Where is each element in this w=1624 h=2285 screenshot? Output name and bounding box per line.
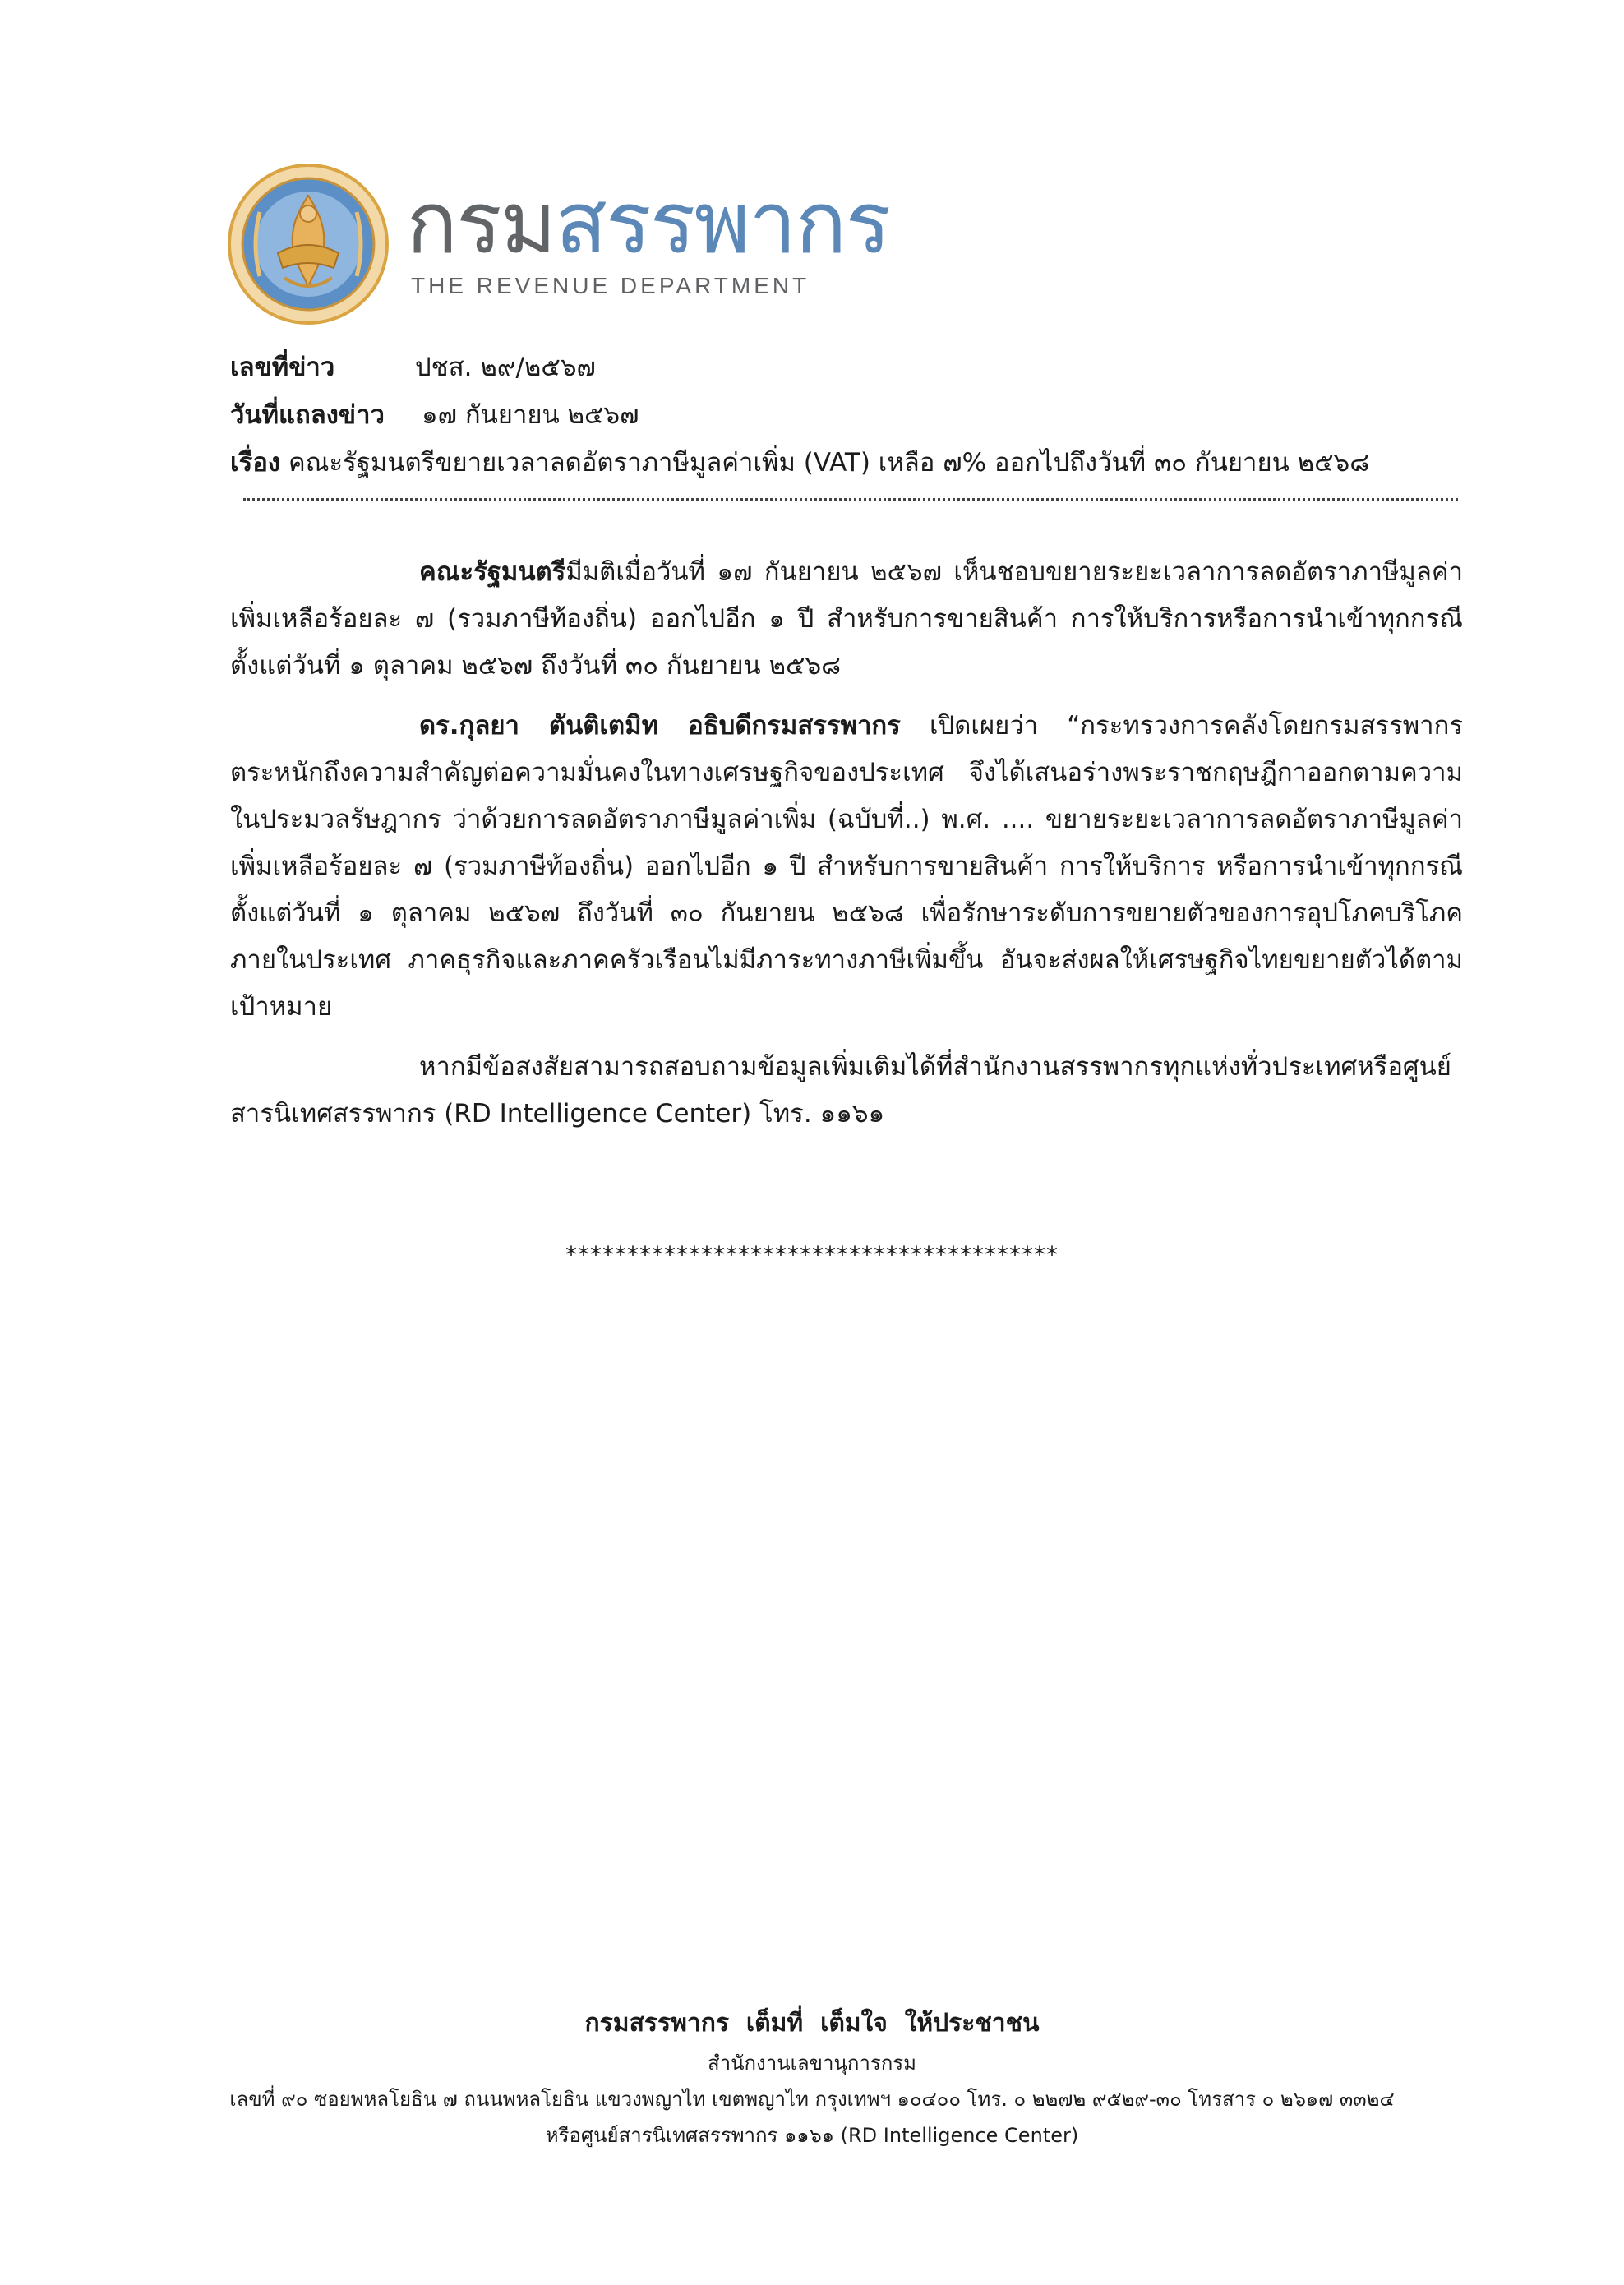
footer-rd-center: หรือศูนย์สารนิเทศสรรพากร ๑๑๖๑ (RD Intelligence Center) [545, 2124, 1079, 2147]
news-number-value: ปชส. ๒๙/๒๕๖๗ [415, 353, 596, 382]
brand-wordmark [406, 173, 890, 299]
paragraph-1-bold: คณะรัฐมนตรี [419, 557, 566, 587]
paragraph-2-bold: ดร.กุลยา ตันติเตมิท อธิบดีกรมสรรพากร [419, 711, 901, 741]
brand-thai-name [406, 173, 890, 273]
paragraph-1-text: มีมติเมื่อวันที่ ๑๗ กันยายน ๒๕๖๗ เห็นชอบขยายระยะเวลาการลดอัตราภาษีมูลค่าเพิ่มเหลือร้อยละ ๗ (รวมภาษีท้องถิ่น) ออกไปอีก ๑ ปี สำหรับการขายสินค้า การให้บริการหรือการนำเข้าทุกกรณี ตั้งแต่วันที่ ๑ ตุลาคม ๒๕๖๗ ถึงวันที่ ๓๐ กันยายน ๒๕๖๘ [230, 557, 1463, 681]
news-number-row [230, 344, 1479, 391]
paragraph-cabinet-resolution [230, 549, 1463, 690]
brand-english-name: THE REVENUE DEPARTMENT [411, 273, 810, 298]
release-date-label: วันที่แถลงข่าว [230, 400, 385, 430]
paragraph-director-statement [230, 703, 1463, 1031]
brand-thai-part1: กรม [406, 173, 556, 273]
dotted-divider [243, 498, 1458, 501]
press-release-meta [230, 344, 1479, 487]
footer-motto: กรมสรรพากร เต็มที่ เต็มใจ ให้ประชาชน [584, 2009, 1040, 2038]
press-release-body [230, 549, 1463, 1151]
paragraph-2-text: เปิดเผยว่า “กระทรวงการคลังโดยกรมสรรพากรตระหนักถึงความสำคัญต่อความมั่นคงในทางเศรษฐกิจของประเทศ จึงได้เสนอร่างพระราชกฤษฎีกาออกตามความในประมวลรัษฎากร ว่าด้วยการลดอัตราภาษีมูลค่าเพิ่ม (ฉบับที่..) พ.ศ. .... ขยายระยะเวลาการลดอัตราภาษีมูลค่าเพิ่มเหลือร้อยละ ๗ (รวมภาษีท้องถิ่น) ออกไปอีก ๑ ปี สำหรับการขายสินค้า การให้บริการ หรือการนำเข้าทุกกรณี ตั้งแต่วันที่ ๑ ตุลาคม ๒๕๖๗ ถึงวันที่ ๓๐ กันยายน ๒๕๖๘ เพื่อรักษาระดับการขยายตัวของการอุปโภคบริโภคภายในประเทศ ภาคธุรกิจและภาคครัวเรือนไม่มีภาระทางภาษีเพิ่มขึ้น อันจะส่งผลให้เศรษฐกิจไทยขยายตัวได้ตามเป้าหมาย [230, 711, 1463, 1022]
release-date-row [230, 391, 1479, 439]
revenue-department-seal-icon [227, 163, 390, 325]
news-number-label: เลขที่ข่าว [230, 353, 335, 382]
subject-value: คณะรัฐมนตรีขยายเวลาลดอัตราภาษีมูลค่าเพิ่ม (VAT) เหลือ ๗% ออกไปถึงวันที่ ๓๐ กันยายน ๒๕๖๘ [288, 448, 1370, 478]
subject-row [230, 439, 1479, 487]
footer-address: เลขที่ ๙๐ ซอยพหลโยธิน ๗ ถนนพหลโยธิน แขวงพญาไท เขตพญาไท กรุงเทพฯ ๑๐๔๐๐ โทร. ๐ ๒๒๗๒ ๙๕๒๙-๓๐ โทรสาร ๐ ๒๖๑๗ ๓๓๒๔ [229, 2088, 1395, 2111]
subject-label: เรื่อง [230, 448, 281, 478]
brand-thai-part2: สรรพากร [555, 173, 890, 273]
asterisk-separator: **************************************** [565, 1241, 1059, 1268]
footer-office: สำนักงานเลขานุการกรม [707, 2052, 916, 2075]
release-date-value: ๑๗ กันยายน ๒๕๖๗ [422, 400, 639, 430]
paragraph-contact-info: หากมีข้อสงสัยสามารถสอบถามข้อมูลเพิ่มเติมได้ที่สำนักงานสรรพากรทุกแห่งทั่วประเทศหรือศูนย์สารนิเทศสรรพากร (RD Intelligence Center) โทร. ๑๑๖๑ [230, 1052, 1451, 1129]
page-footer [0, 2002, 1624, 2153]
letterhead [227, 163, 967, 327]
